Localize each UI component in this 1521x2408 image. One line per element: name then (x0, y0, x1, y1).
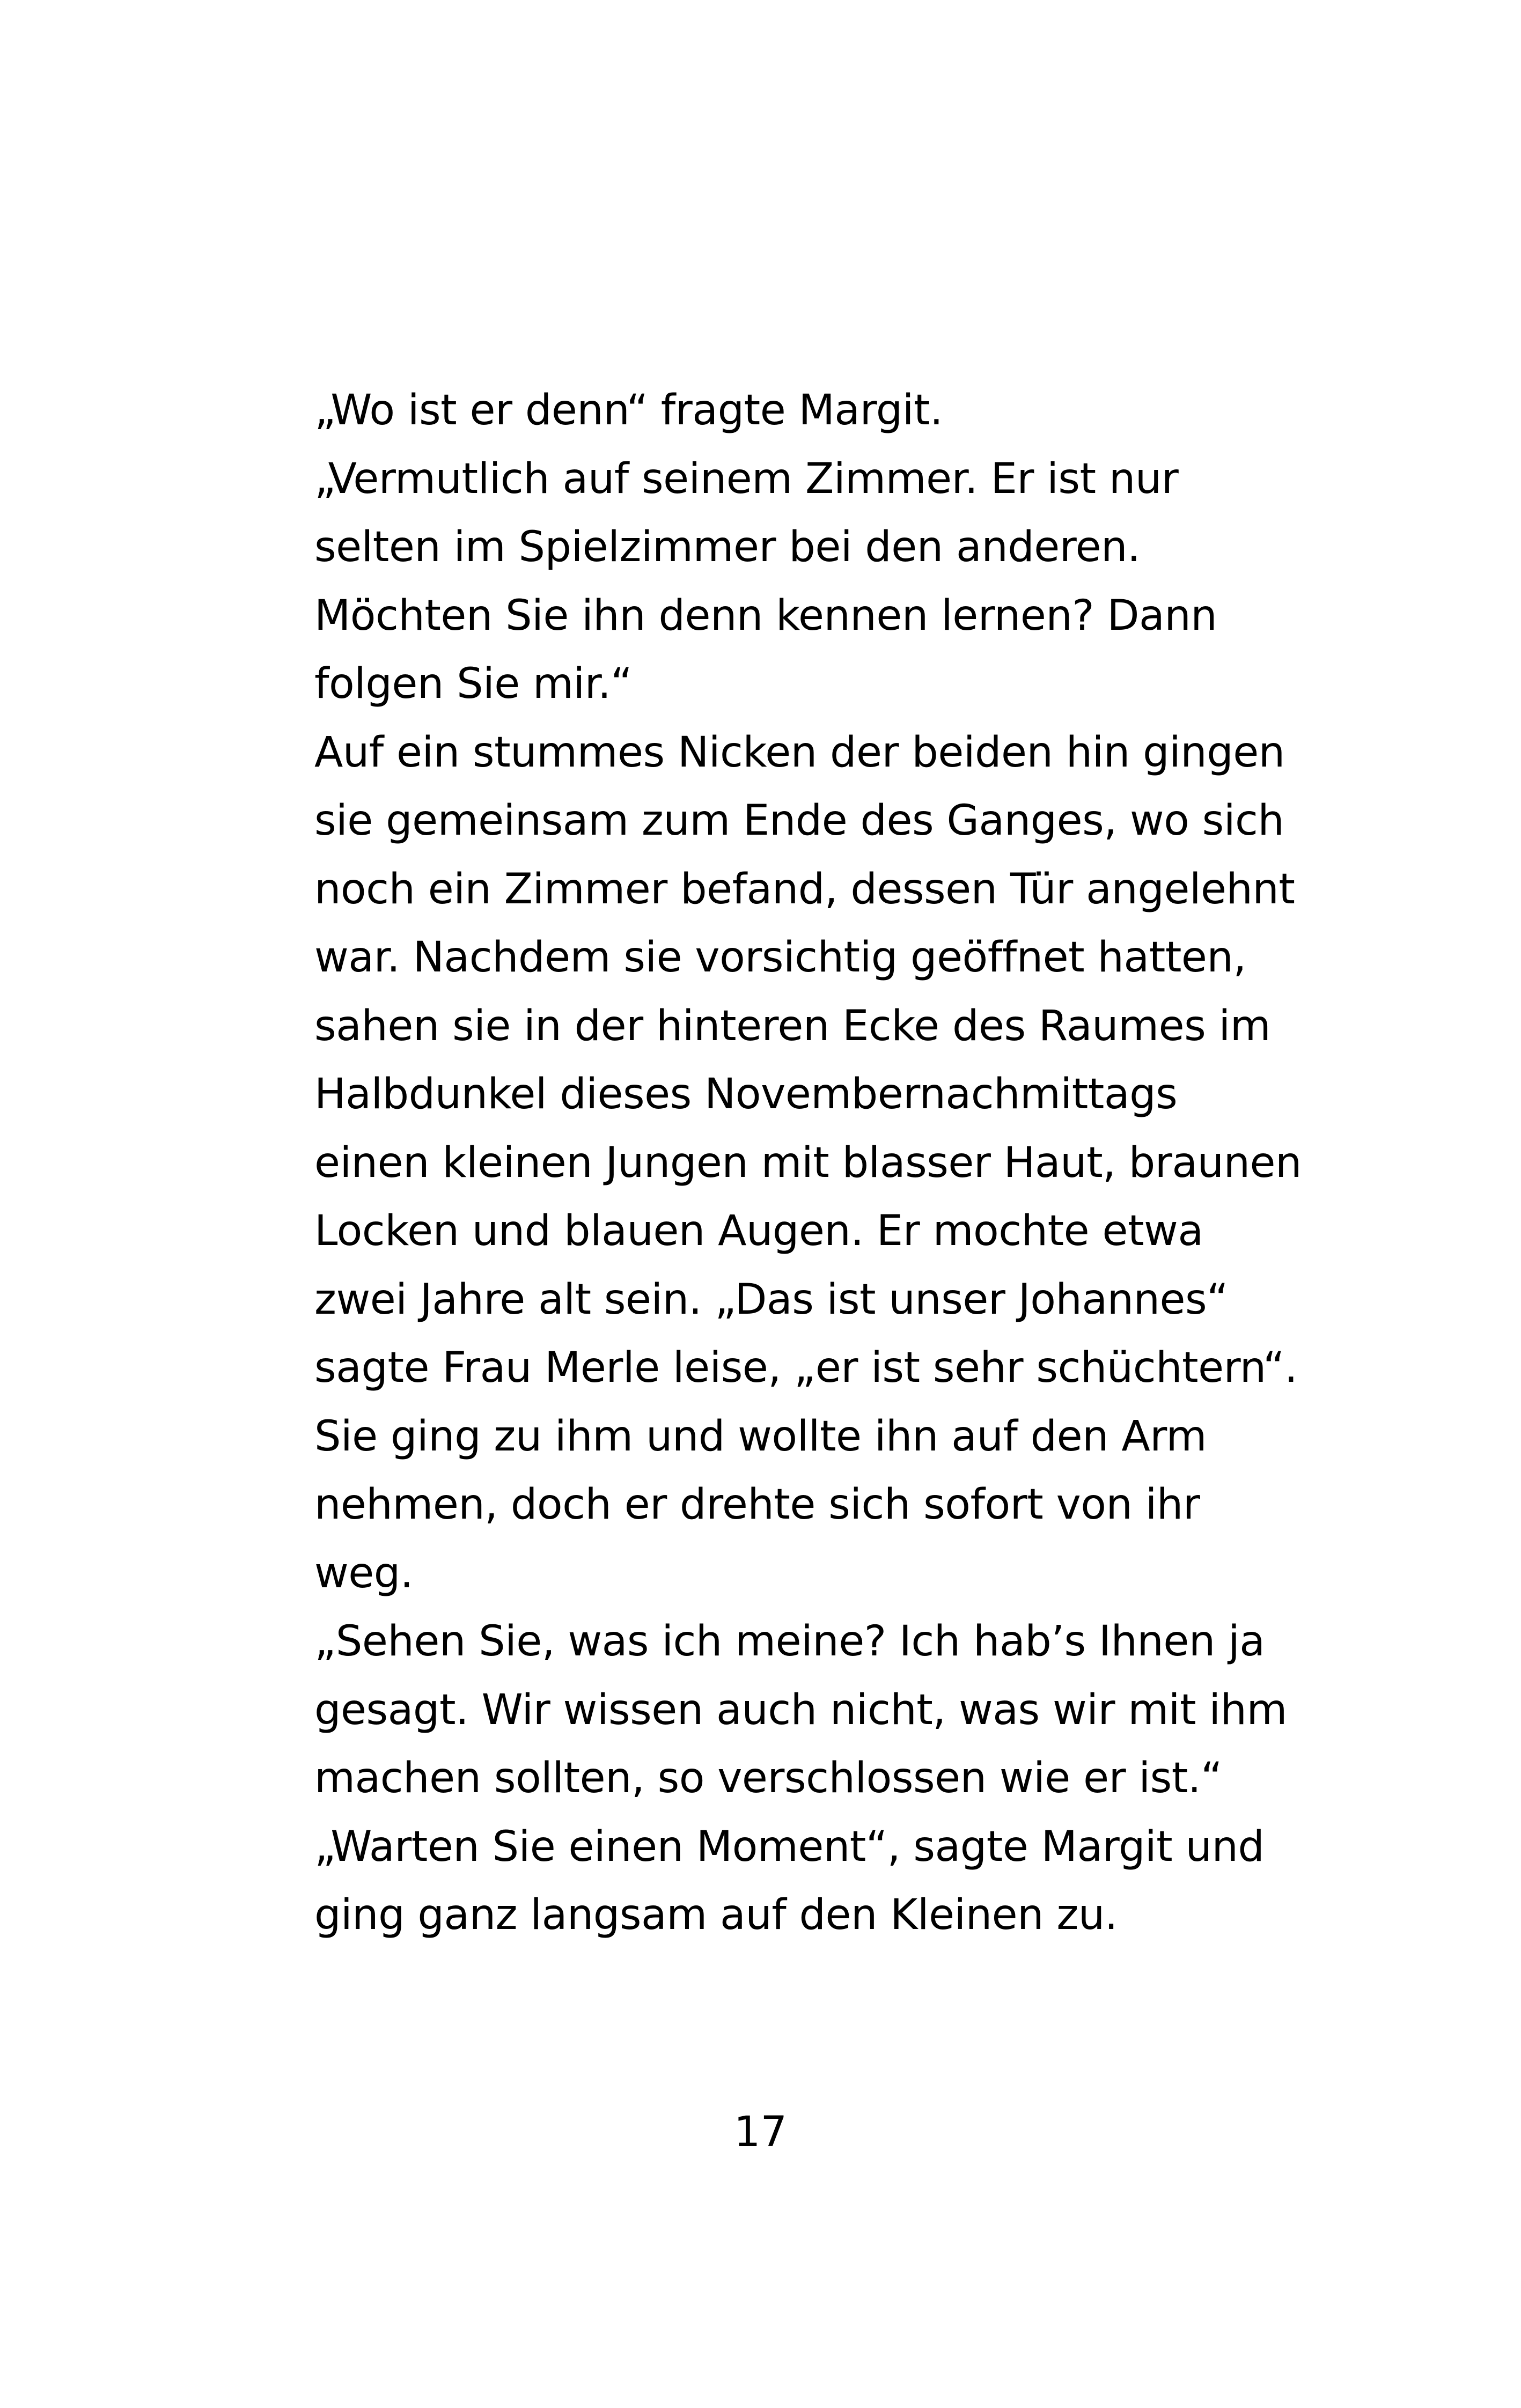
body-text (314, 377, 1334, 1950)
text-line: Möchten Sie ihn denn kennen lernen? Dann (314, 591, 1217, 640)
text-line: „Warten Sie einen Moment“, sagte Margit und (314, 1822, 1265, 1871)
text-line: „Sehen Sie, was ich meine? Ich hab’s Ihnen ja (314, 1617, 1265, 1666)
text-line: folgen Sie mir.“ (314, 660, 633, 708)
text-line: nehmen, doch er drehte sich sofort von ihr (314, 1481, 1200, 1529)
text-line: zwei Jahre alt sein. „Das ist unser Johannes“ (314, 1275, 1229, 1324)
text-line: Auf ein stummes Nicken der beiden hin gingen (314, 728, 1285, 777)
text-line: „Wo ist er denn“ fragte Margit. (314, 386, 943, 435)
text-line: noch ein Zimmer befand, dessen Tür angelehnt (314, 865, 1295, 914)
text-line: machen sollten, so verschlossen wie er ist.“ (314, 1754, 1223, 1802)
text-line: ging ganz langsam auf den Kleinen zu. (314, 1891, 1118, 1939)
text-line: sahen sie in der hinteren Ecke des Raumes im (314, 1002, 1271, 1050)
text-line: sagte Frau Merle leise, „er ist sehr schüchtern“. (314, 1344, 1298, 1392)
page-number: 17 (733, 2108, 788, 2156)
text-line: Halbdunkel dieses Novembernachmittags (314, 1070, 1178, 1118)
text-line: weg. (314, 1549, 414, 1597)
text-line: Locken und blauen Augen. Er mochte etwa (314, 1207, 1203, 1255)
text-line: war. Nachdem sie vorsichtig geöffnet hatten, (314, 933, 1246, 982)
text-line: einen kleinen Jungen mit blasser Haut, braunen (314, 1138, 1302, 1187)
text-line: sie gemeinsam zum Ende des Ganges, wo sich (314, 797, 1284, 845)
text-line: Sie ging zu ihm und wollte ihn auf den Arm (314, 1412, 1207, 1461)
text-line: selten im Spielzimmer bei den anderen. (314, 523, 1141, 571)
text-line: „Vermutlich auf seinem Zimmer. Er ist nur (314, 454, 1179, 503)
text-line: gesagt. Wir wissen auch nicht, was wir mit ihm (314, 1685, 1287, 1734)
